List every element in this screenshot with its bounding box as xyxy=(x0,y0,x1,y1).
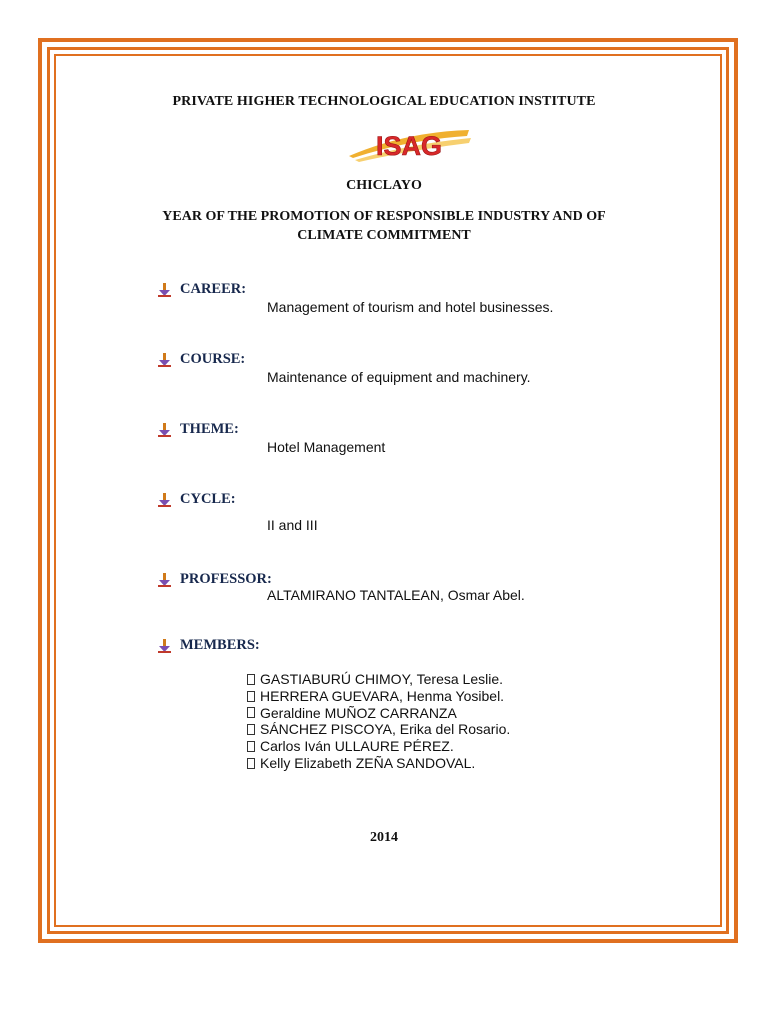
professor-label xyxy=(158,571,272,588)
checkbox-glyph-icon xyxy=(247,741,255,752)
arrow-down-bullet-icon xyxy=(158,353,172,367)
cycle-label xyxy=(158,491,236,508)
institute-title: PRIVATE HIGHER TECHNOLOGICAL EDUCATION INSTITUTE xyxy=(172,94,596,109)
course-value: Maintenance of equipment and machinery. xyxy=(267,369,531,385)
members-label-text: MEMBERS: xyxy=(180,637,260,653)
year-name-line1: YEAR OF THE PROMOTION OF RESPONSIBLE INDUSTRY AND OF xyxy=(162,209,606,224)
document-date: 2014 xyxy=(370,830,398,845)
members-label xyxy=(158,637,260,654)
list-item xyxy=(247,738,510,755)
arrow-down-bullet-icon xyxy=(158,639,172,653)
course-label-text: COURSE: xyxy=(180,351,246,367)
member-name: SÁNCHEZ PISCOYA, Erika del Rosario. xyxy=(260,721,511,738)
arrow-down-bullet-icon xyxy=(158,573,172,587)
career-value: Management of tourism and hotel businesses. xyxy=(267,299,554,315)
arrow-down-bullet-icon xyxy=(158,493,172,507)
list-item xyxy=(247,721,510,738)
checkbox-glyph-icon xyxy=(247,691,255,702)
svg-text:ISAG: ISAG xyxy=(375,131,443,161)
career-label-text: CAREER: xyxy=(180,281,247,297)
city: CHICLAYO xyxy=(346,178,422,193)
member-name: GASTIABURÚ CHIMOY, Teresa Leslie. xyxy=(260,671,504,687)
checkbox-glyph-icon xyxy=(247,707,255,718)
arrow-down-bullet-icon xyxy=(158,423,172,437)
member-name: HERRERA GUEVARA, Henma Yosibel. xyxy=(260,687,505,704)
year-name xyxy=(0,207,768,245)
arrow-down-bullet-icon xyxy=(158,283,172,297)
professor-label-text: PROFESSOR: xyxy=(180,571,272,587)
isag-logo xyxy=(345,126,473,164)
checkbox-glyph-icon xyxy=(247,674,255,685)
career-label xyxy=(158,281,246,298)
list-item xyxy=(247,688,510,705)
year-name-line2: CLIMATE COMMITMENT xyxy=(297,228,471,243)
course-label xyxy=(158,351,245,368)
list-item xyxy=(247,671,510,688)
theme-value: Hotel Management xyxy=(267,439,386,455)
theme-label-text: THEME: xyxy=(180,421,239,437)
theme-label xyxy=(158,421,239,438)
cycle-label-text: CYCLE: xyxy=(180,491,236,507)
member-name: Geraldine MUÑOZ CARRANZA xyxy=(260,704,457,721)
members-list xyxy=(247,671,510,772)
checkbox-glyph-icon xyxy=(247,758,255,769)
professor-value: ALTAMIRANO TANTALEAN, Osmar Abel. xyxy=(267,587,525,603)
list-item xyxy=(247,755,510,772)
member-name: Carlos Iván ULLAURE PÉREZ. xyxy=(260,738,454,755)
checkbox-glyph-icon xyxy=(247,724,255,735)
member-name: Kelly Elizabeth ZEÑA SANDOVAL. xyxy=(260,754,476,771)
cycle-value: II and III xyxy=(267,517,318,533)
list-item xyxy=(247,705,510,722)
